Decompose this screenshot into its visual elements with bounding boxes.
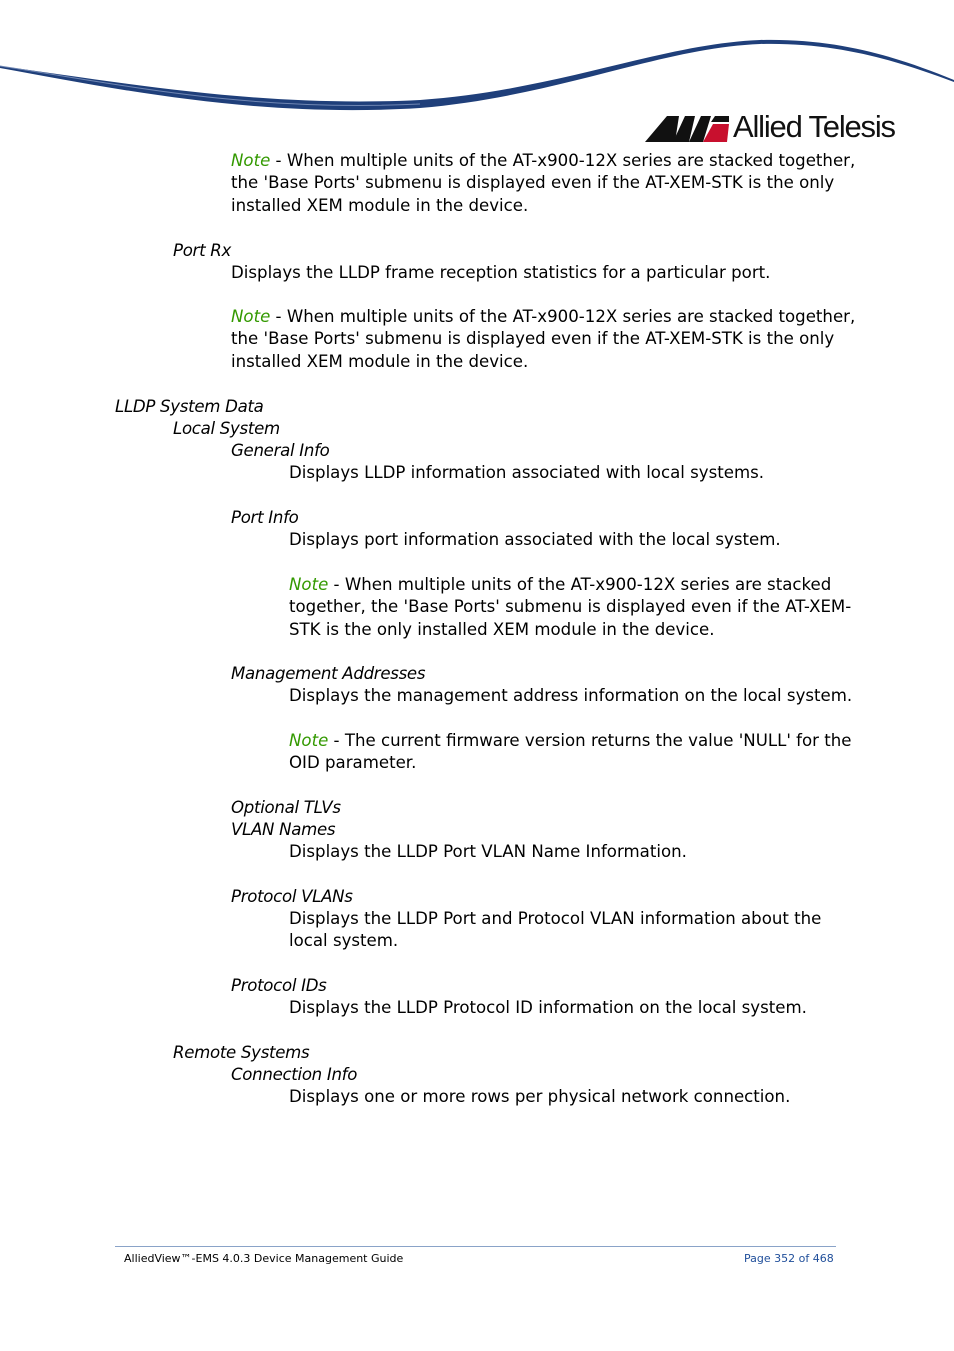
note-port-info-line-3: STK is the only installed XEM module in the device. <box>289 619 715 639</box>
note-1-line-3: installed XEM module in the device. <box>231 195 529 215</box>
heading-remote-systems: Remote Systems <box>173 1043 310 1062</box>
heading-management-addresses: Management Addresses <box>231 664 426 683</box>
note-mgmt-line-1: Note - The current firmware version returns the value 'NULL' for the <box>289 731 852 750</box>
desc-port-rx: Displays the LLDP frame reception statistics for a particular port. <box>231 263 771 282</box>
desc-protocol-vlans <box>289 908 821 953</box>
note-label: Note <box>289 575 329 594</box>
heading-protocol-ids: Protocol IDs <box>231 976 327 995</box>
desc-protocol-ids: Displays the LLDP Protocol ID information on the local system. <box>289 998 807 1017</box>
note-port-rx <box>231 306 855 373</box>
footer-doc-title: AlliedView™-EMS 4.0.3 Device Management Guide <box>124 1252 404 1265</box>
allied-telesis-logo <box>645 108 905 146</box>
desc-vlan-names: Displays the LLDP Port VLAN Name Information. <box>289 842 687 861</box>
note-1-line-2: the 'Base Ports' submenu is displayed even if the AT-XEM-STK is the only <box>231 173 835 193</box>
heading-port-rx: Port Rx <box>173 241 232 260</box>
desc-protocol-vlans-line-1: Displays the LLDP Port and Protocol VLAN information about the <box>289 909 822 928</box>
desc-management-addresses: Displays the management address information on the local system. <box>289 686 853 705</box>
heading-local-system: Local System <box>173 419 280 438</box>
allied-telesis-mark-icon <box>645 114 729 144</box>
note-mgmt-line-2: OID parameter. <box>289 753 417 773</box>
heading-lldp-system-data: LLDP System Data <box>115 397 264 416</box>
note-management-addresses <box>289 730 852 775</box>
note-port-info <box>289 574 851 641</box>
desc-connection-info: Displays one or more rows per physical network connection. <box>289 1087 791 1106</box>
note-port-info-line-2: together, the 'Base Ports' submenu is displayed even if the AT-XEM- <box>289 597 852 617</box>
note-1-line-1: Note - When multiple units of the AT-x900-12X series are stacked together, <box>231 151 856 170</box>
desc-protocol-vlans-line-2: local system. <box>289 931 399 951</box>
note-1 <box>231 150 855 217</box>
note-label: Note <box>289 731 329 750</box>
footer-page-number: Page 352 of 468 <box>744 1252 834 1265</box>
heading-port-info: Port Info <box>231 508 299 527</box>
note-port-info-line-1: Note - When multiple units of the AT-x900-12X series are stacked <box>289 575 832 594</box>
desc-general-info: Displays LLDP information associated with local systems. <box>289 463 765 482</box>
heading-protocol-vlans: Protocol VLANs <box>231 887 353 906</box>
heading-connection-info: Connection Info <box>231 1065 358 1084</box>
note-label: Note <box>231 307 271 326</box>
heading-general-info: General Info <box>231 441 330 460</box>
logo-text: Allied Telesis <box>733 109 895 144</box>
note-port-rx-line-1: Note - When multiple units of the AT-x900-12X series are stacked together, <box>231 307 856 326</box>
heading-vlan-names: VLAN Names <box>231 820 336 839</box>
note-port-rx-line-2: the 'Base Ports' submenu is displayed even if the AT-XEM-STK is the only <box>231 329 835 349</box>
note-label: Note <box>231 151 271 170</box>
footer-divider <box>115 1246 836 1247</box>
note-port-rx-line-3: installed XEM module in the device. <box>231 351 529 371</box>
heading-optional-tlvs: Optional TLVs <box>231 798 341 817</box>
desc-port-info: Displays port information associated with the local system. <box>289 530 781 549</box>
